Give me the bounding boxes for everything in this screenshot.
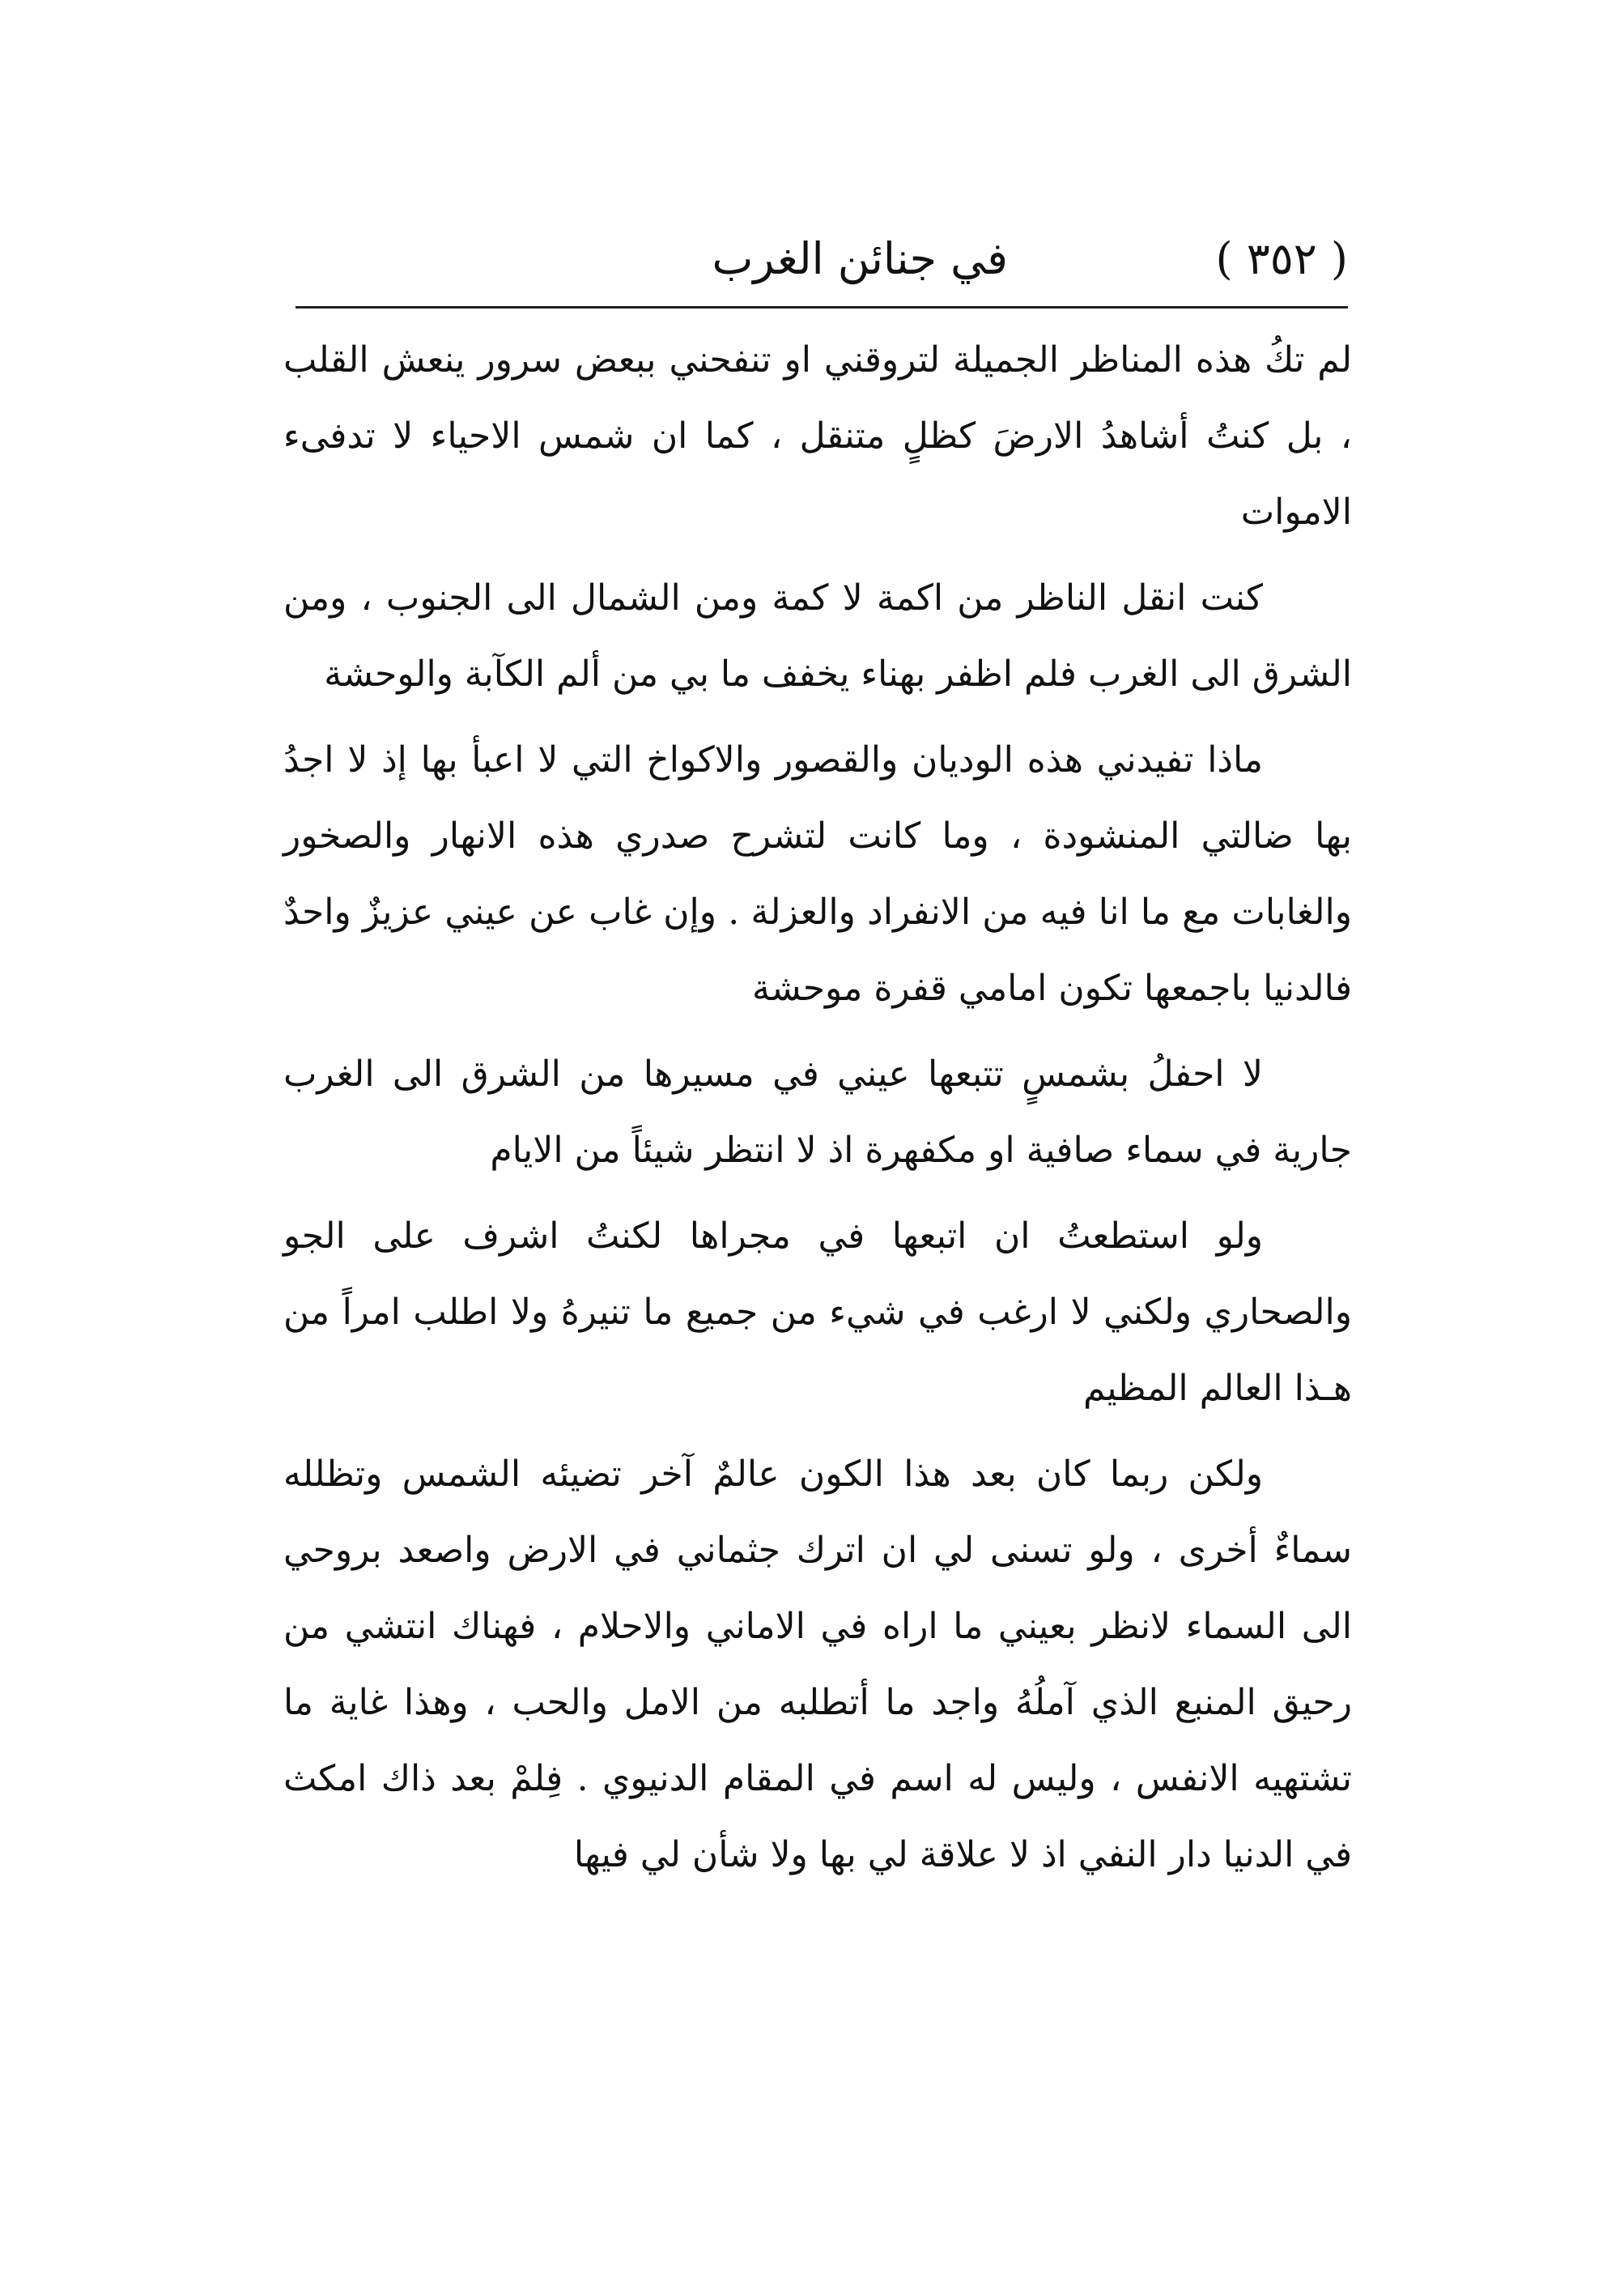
paragraph-4: لا احفلُ بشمسٍ تتبعها عيني في مسيرها من الشرق الى الغرب جارية في سماء صافية او مكفهرة اذ لا انتظر شيئاً من الايام: [283, 1053, 1352, 1171]
header-rule: [295, 306, 1348, 309]
paragraph-3: ماذا تفيدني هذه الوديان والقصور والاكواخ التي لا اعبأ بها إذ لا اجدُ بها ضالتي المنشودة ، وما كانت لتشرح صدري هذه الانهار والصخور والغابات مع ما انا فيه من الانفراد والعزلة . وإن غاب عن عيني عزيزٌ واحدٌ فالدنيا باجمعها تكون امامي قفرة موحشة: [283, 739, 1352, 1009]
paragraph-6: ولكن ربما كان بعد هذا الكون عالمٌ آخر تضيئه الشمس وتظلله سماءٌ أخرى ، ولو تسنى لي ان اترك جثماني في الارض واصعد بروحي الى السماء لانظر بعيني ما اراه في الاماني والاحلام ، فهناك انتشي من رحيق المنبع الذي آملُهُ واجد ما أتطلبه من الامل والحب ، وهذا غاية ما تشتهيه الانفس ، وليس له اسم في المقام الدنيوي . فِلمْ بعد ذاك امكث في الدنيا دار النفي اذ لا علاقة لي بها ولا شأن لي فيها: [283, 1453, 1352, 1875]
body-text: [283, 322, 1352, 1903]
page-number: ( ٣٥٢ ): [1215, 233, 1348, 284]
page-header: [295, 223, 1348, 296]
paragraph-2: كنت انقل الناظر من اكمة لا كمة ومن الشمال الى الجنوب ، ومن الشرق الى الغرب فلم اظفر بهناء يخفف ما بي من ألم الكآبة والوحشة: [283, 577, 1352, 695]
running-title: في جنائن الغرب: [712, 233, 1008, 284]
paragraph-1: لم تكُ هذه المناظر الجميلة لتروقني او تنفحني ببعض سرور ينعش القلب ، بل كنتُ أشاهدُ الارضَ كظلٍ متنقل ، كما ان شمس الاحياء لا تدفىء الاموات: [283, 339, 1352, 533]
paragraph-5: ولو استطعتُ ان اتبعها في مجراها لكنتُ اشرف على الجو والصحاري ولكني لا ارغب في شيء من جميع ما تنيرهُ ولا اطلب امراً من هـذا العالم المظيم: [283, 1215, 1352, 1409]
